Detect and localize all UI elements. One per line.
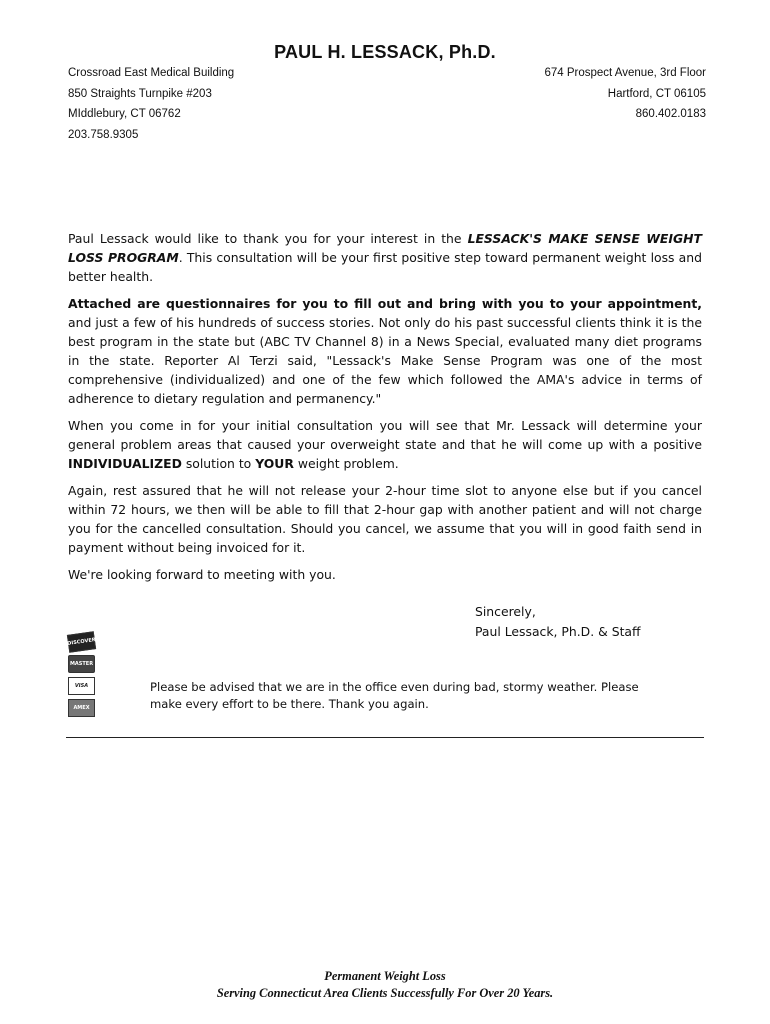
program-name: LESSACK'S MAKE SENSE WEIGHT LOSS PROGRAM xyxy=(68,231,702,265)
payment-cards xyxy=(68,633,98,721)
notice-line: make every effort to be there. Thank you again. xyxy=(150,697,429,711)
letterhead-title: PAUL H. LESSACK, Ph.D. xyxy=(274,42,496,62)
signoff-salutation: Sincerely, xyxy=(475,604,536,619)
your-emphasis: YOUR xyxy=(255,456,294,471)
paragraph-questionnaires xyxy=(68,294,702,408)
individualized-emphasis: INDIVIDUALIZED xyxy=(68,456,182,471)
letter-body xyxy=(68,229,702,592)
left-address-phone: 203.758.9305 xyxy=(68,128,139,141)
notice-line: Please be advised that we are in the office even during bad, stormy weather. Please xyxy=(150,680,639,694)
right-address-phone: 860.402.0183 xyxy=(635,108,706,120)
left-address-line: MIddlebury, CT 06762 xyxy=(68,108,181,120)
left-address-line: 850 Straights Turnpike #203 xyxy=(68,87,212,100)
paragraph-consultation xyxy=(68,416,702,473)
amex-card-icon: AMEX xyxy=(68,699,95,717)
left-address-line: Crossroad East Medical Building xyxy=(68,67,235,79)
signoff-name: Paul Lessack, Ph.D. & Staff xyxy=(475,624,641,639)
right-address-line: 674 Prospect Avenue, 3rd Floor xyxy=(544,67,706,79)
horizontal-divider xyxy=(66,737,704,738)
footer-tagline xyxy=(0,968,770,1002)
discover-card-icon: DISCOVER xyxy=(67,631,96,653)
paragraph-cancellation: Again, rest assured that he will not release your 2-hour time slot to anyone else but if you cancel within 72 hours, we then will be able to fill that 2-hour gap with another patient and will not charge you for the cancelled consultation. Should you cancel, we assume that you will in good faith send in payment without being invoiced for it. xyxy=(68,483,702,555)
right-address-block xyxy=(544,63,706,125)
footer-line: Serving Connecticut Area Clients Successfully For Over 20 Years. xyxy=(216,986,554,1000)
closing-line: We're looking forward to meeting with you. xyxy=(68,567,336,582)
consultation-text: When you come in for your initial consultation you will see that Mr. Lessack will determine your general problem areas that caused your overweight state and that he will come up with a positive xyxy=(68,418,702,452)
weather-notice xyxy=(150,679,650,713)
consultation-text-mid: solution to xyxy=(181,456,256,471)
footer-line: Permanent Weight Loss xyxy=(324,969,446,983)
paragraph-intro xyxy=(68,229,702,286)
intro-text: Paul Lessack would like to thank you for your interest in the xyxy=(68,231,468,246)
signature-block xyxy=(475,602,641,642)
visa-card-icon: VISA xyxy=(68,677,95,695)
consultation-text-end: weight problem. xyxy=(293,456,399,471)
questionnaire-instruction: Attached are questionnaires for you to fill out and bring with you to your appointment, xyxy=(68,296,702,311)
mastercard-icon: MASTER xyxy=(68,655,95,673)
left-address-block xyxy=(68,63,234,145)
success-stories-text: and just a few of his hundreds of success stories. Not only do his past successful clients think it is the best program in the state but (ABC TV Channel 8) in a News Special, evaluated many diet programs in the state. Reporter Al Terzi said, "Lessack's Make Sense Program was one of the most comprehensive (individualized) and one of the few which followed the AMA's advice in terms of adherence to dietary regulation and permanency." xyxy=(68,315,702,406)
right-address-line: Hartford, CT 06105 xyxy=(607,87,706,100)
intro-text-end: . This consultation will be your first positive step toward permanent weight loss and better health. xyxy=(68,250,702,284)
